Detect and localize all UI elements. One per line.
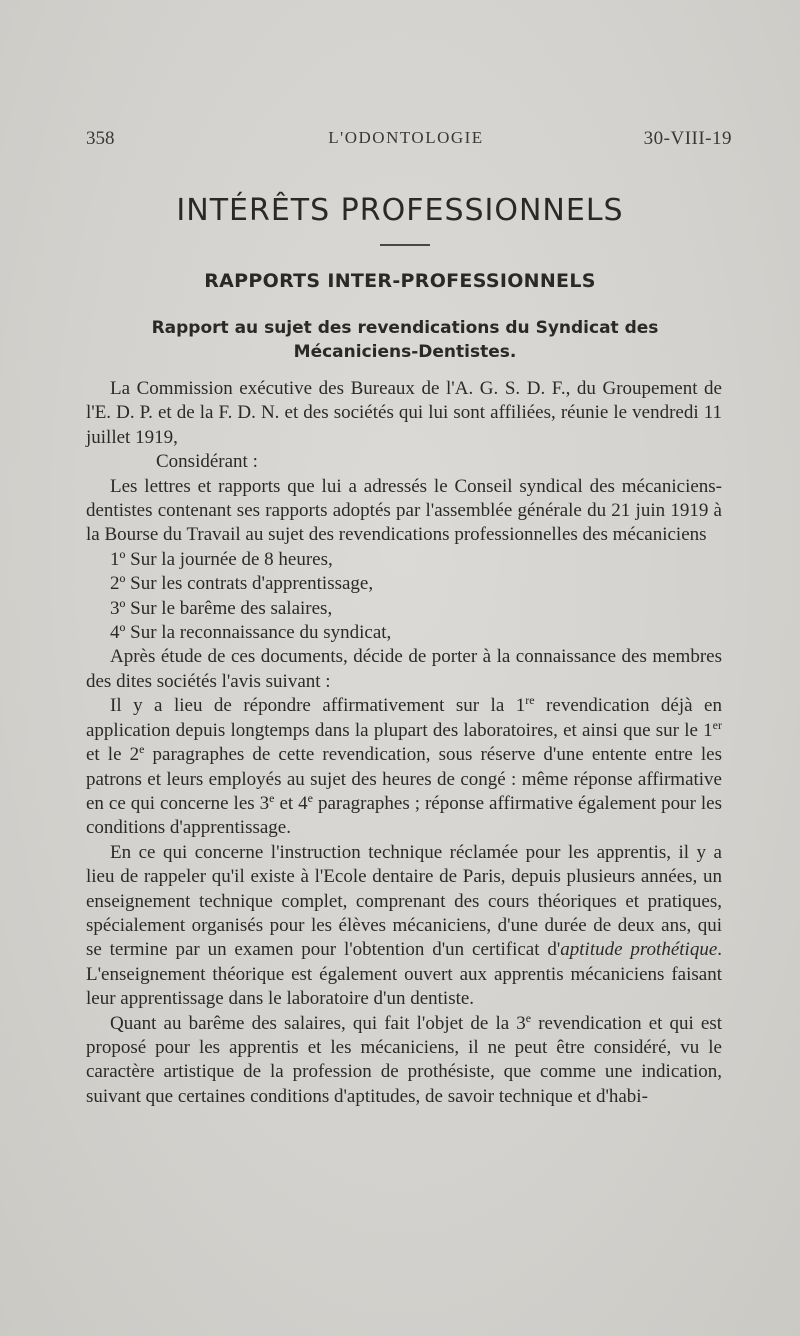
avis-sup-2: er <box>712 717 722 732</box>
instruction-text-a: En ce qui concerne l'instruction technique réclamée pour les apprentis, il y a lieu de rappeler qu'il existe à l'Ecole dentaire de Paris, depuis plusieurs années, un enseignement technique complet, comprenant des cours théoriques et pratiques, spécialement organisés pour les élèves mécaniciens, d'une durée de deux ans, qui se termine par un examen pour l'obtention d'un certificat d' <box>86 841 722 961</box>
bareme-text-b: revendication et qui est proposé pour les apprentis et les mécaniciens, il ne peut être considéré, vu le caractère artistique de la profession de prothésiste, que comme une indication, suivant que certaines conditions d'aptitudes, de savoir technique et d'habi- <box>86 1012 722 1107</box>
paragraph-decision: Après étude de ces documents, décide de porter à la connaissance des membres des dites sociétés l'avis suivant : <box>86 646 722 692</box>
journal-title: L'ODONTOLOGIE <box>328 128 484 147</box>
instruction-emphasis: aptitude prothétique <box>560 939 718 961</box>
running-header <box>86 128 732 154</box>
issue-date: 30-VIII-19 <box>643 128 732 149</box>
avis-text-e: et 4 <box>274 792 308 814</box>
page-title: INTÉRÊTS PROFESSIONNELS <box>176 193 624 228</box>
title-divider <box>380 244 430 246</box>
avis-text-f: paragraphes ; réponse affirmative également pour les conditions d'apprentissage. <box>86 792 723 839</box>
section-title: RAPPORTS INTER-PROFESSIONNELS <box>204 270 596 292</box>
avis-text-c: et le 2 <box>86 744 140 766</box>
bareme-sup: e <box>525 1010 532 1025</box>
avis-sup-4: e <box>269 790 275 805</box>
list-item-4: 4º Sur la reconnaissance du syndicat, <box>110 622 392 644</box>
avis-text-d: paragraphes de cette revendication, sous réserve d'une entente entre les patrons et leurs employés au sujet des heures de congé : même réponse affirmative en ce qui concerne les 3 <box>86 744 722 814</box>
list-item-1: 1º Sur la journée de 8 heures, <box>110 548 333 570</box>
list-item-2: 2º Sur les contrats d'apprentissage, <box>110 573 374 595</box>
avis-sup-5: e <box>307 790 313 805</box>
paragraph-bareme <box>86 1012 722 1110</box>
avis-text-a: Il y a lieu de répondre affirmativement sur la 1 <box>110 695 526 717</box>
page-number: 358 <box>86 128 115 149</box>
paragraph-lettres: Les lettres et rapports que lui a adressés le Conseil syndical des mécaniciens-dentistes contenant ses rapports adoptés par l'assemblée générale du 21 juin 1919 à la Bourse du Travail au sujet des revendications professionnelles des mécaniciens <box>86 475 722 546</box>
paragraph-commission: La Commission exécutive des Bureaux de l'A. G. S. D. F., du Groupement de l'E. D. P. et de la F. D. N. et des sociétés qui lui sont affiliées, réunie le vendredi 11 juillet 1919, <box>86 378 722 448</box>
avis-sup-1: re <box>525 693 535 708</box>
article-body <box>86 377 722 1109</box>
avis-text-b: revendication déjà en application depuis longtemps dans la plupart des laboratoires, et ainsi que sur le 1 <box>86 695 722 741</box>
paragraph-instruction <box>86 841 722 1012</box>
paragraph-avis <box>86 694 722 840</box>
instruction-text-b: . L'enseignement théorique est également ouvert aux apprentis mécaniciens faisant leur apprentissage dans le laboratoire d'un dentiste. <box>86 939 723 1010</box>
subtitle-line-1: Rapport au sujet des revendications du Syndicat des <box>151 318 659 338</box>
subtitle-line-2: Mécaniciens-Dentistes. <box>293 342 517 362</box>
bareme-text-a: Quant au barême des salaires, qui fait l'objet de la 3 <box>110 1012 526 1034</box>
article-subtitle <box>120 316 690 364</box>
list-item-3: 3º Sur le barême des salaires, <box>110 597 333 619</box>
paragraph-considerant: Considérant : <box>156 451 258 473</box>
avis-sup-3: e <box>139 742 145 757</box>
